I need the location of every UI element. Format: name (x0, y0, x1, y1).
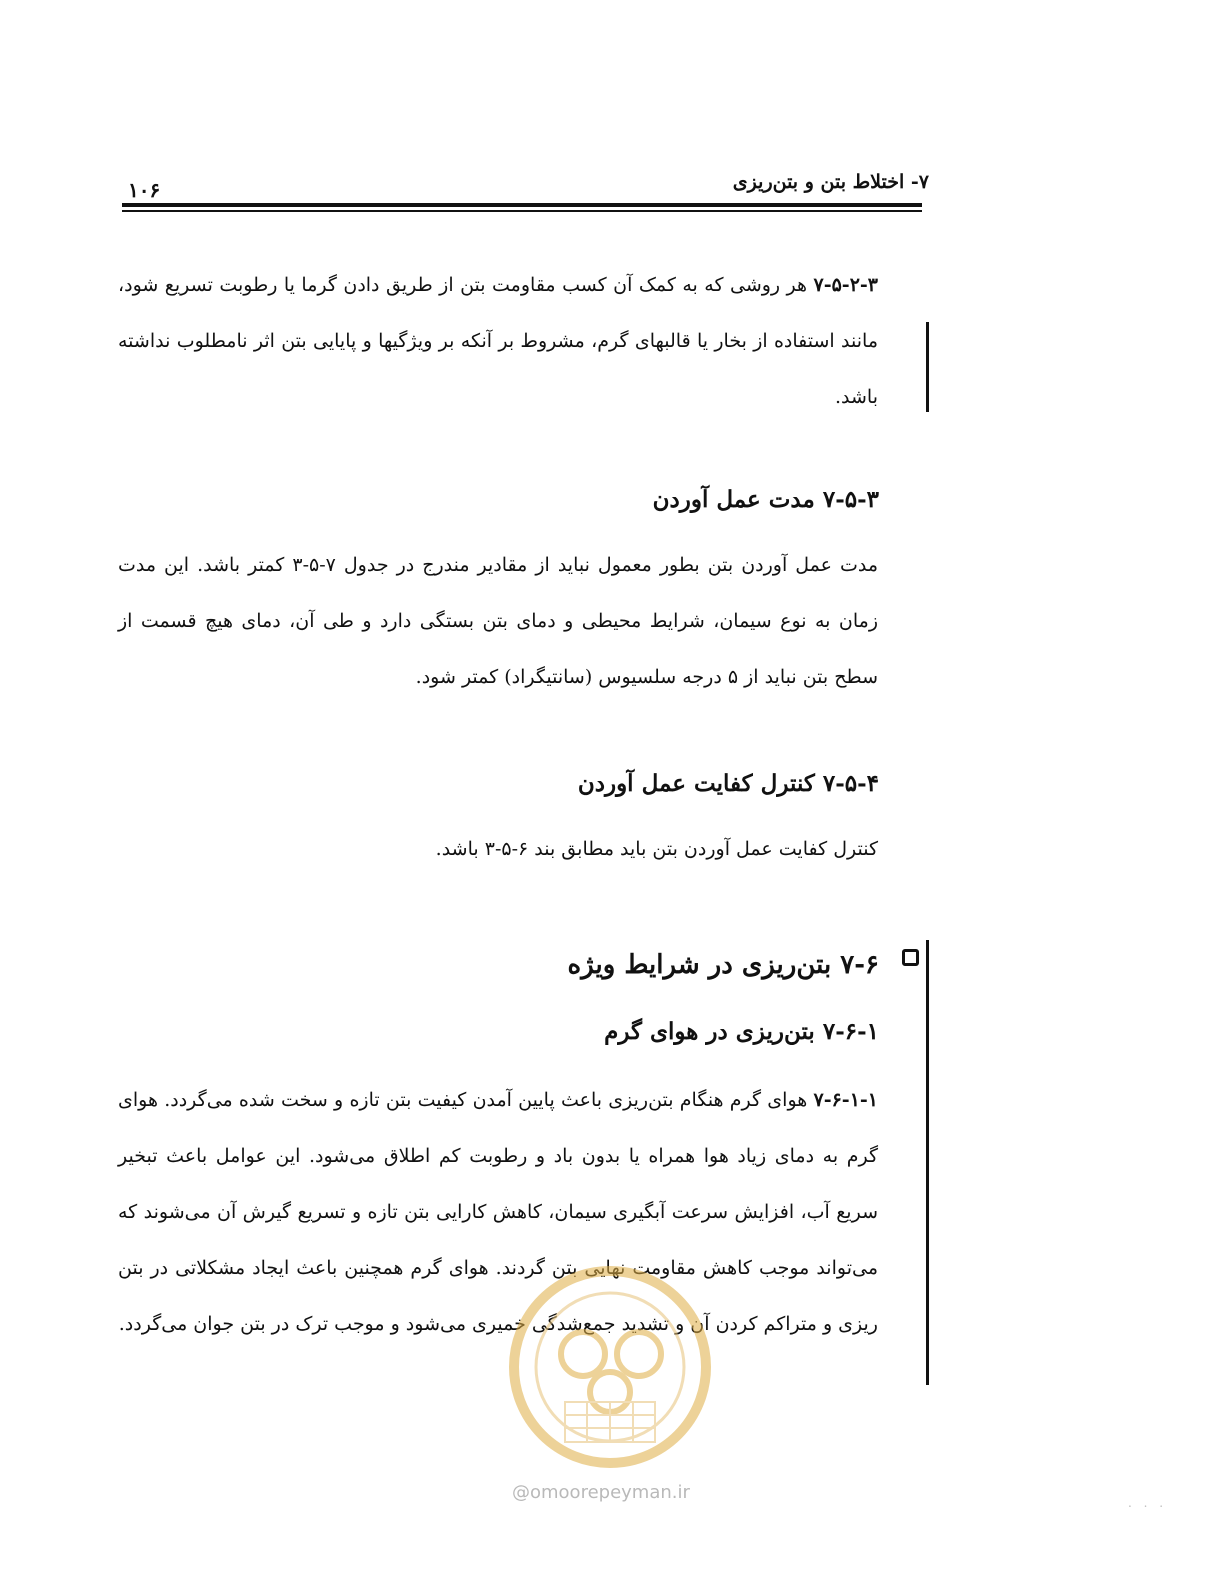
header-rule-thick (122, 203, 922, 207)
page-number: ۱۰۶ (128, 178, 161, 202)
paragraph-text: هر روشی که به کمک آن کسب مقاومت بتن از طریق دادن گرما یا رطوبت تسریع شود، مانند استفاده از بخار یا قالبهای گرم، مشروط بر آنکه بر ویژگیها و پایایی بتن اثر نامطلوب نداشته باشد. (118, 274, 878, 408)
clause-number: ۷-۵-۲-۳ (813, 274, 878, 296)
watermark-url: @omoorepeyman.ir (512, 1482, 690, 1503)
heading-7-6-1: ۷-۶-۱ بتن‌ریزی در هوای گرم (604, 1018, 879, 1045)
revision-bar (926, 322, 929, 412)
scan-artifact-dots: . . . (1128, 1496, 1168, 1510)
clause-number: ۷-۶-۱-۱ (813, 1089, 878, 1111)
revision-bar-long (926, 940, 929, 1385)
heading-7-6: ۷-۶ بتن‌ریزی در شرایط ویژه (567, 950, 879, 980)
header-rule-thin (122, 210, 922, 212)
paragraph-text: هوای گرم هنگام بتن‌ریزی باعث پایین آمدن کیفیت بتن تازه و سخت شده می‌گردد. هوای گرم به دمای زیاد هوا همراه یا بدون باد و رطوبت کم اطلاق می‌شود. این عوامل باعث تبخیر سریع آب، افزایش سرعت آبگیری سیمان، کاهش کارایی بتن تازه و تسریع گیرش آن می‌شوند که می‌تواند موجب کاهش مقاومت نهایی بتن گردند. هوای گرم همچنین باعث ایجاد مشکلاتی در بتن ریزی و متراکم کردن آن و تشدید جمع‌شدگی خمیری می‌شود و موجب ترک در بتن جوان می‌گردد. (118, 1089, 878, 1335)
paragraph-7-5-2-3 (118, 257, 878, 425)
paragraph-7-6-1-1 (118, 1072, 878, 1352)
square-box-icon (902, 949, 919, 966)
heading-7-5-3: ۷-۵-۳ مدت عمل آوردن (652, 486, 879, 513)
paragraph-curing-control: کنترل کفایت عمل آوردن بتن باید مطابق بند ۶-۵-۳ باشد. (435, 838, 878, 860)
watermark-seal-icon (505, 1262, 715, 1472)
paragraph-curing-duration: مدت عمل آوردن بتن بطور معمول نباید از مقادیر مندرج در جدول ۷-۵-۳ کمتر باشد. این مدت زمان به نوع سیمان، شرایط محیطی و دمای بتن بستگی دارد و طی آن، دمای هیچ قسمت از سطح بتن نباید از ۵ درجه سلسیوس (سانتیگراد) کمتر شود. (118, 554, 879, 688)
running-header-title: ۷- اختلاط بتن و بتن‌ریزی (732, 171, 929, 193)
heading-7-5-4: ۷-۵-۴ کنترل کفایت عمل آوردن (577, 770, 879, 797)
